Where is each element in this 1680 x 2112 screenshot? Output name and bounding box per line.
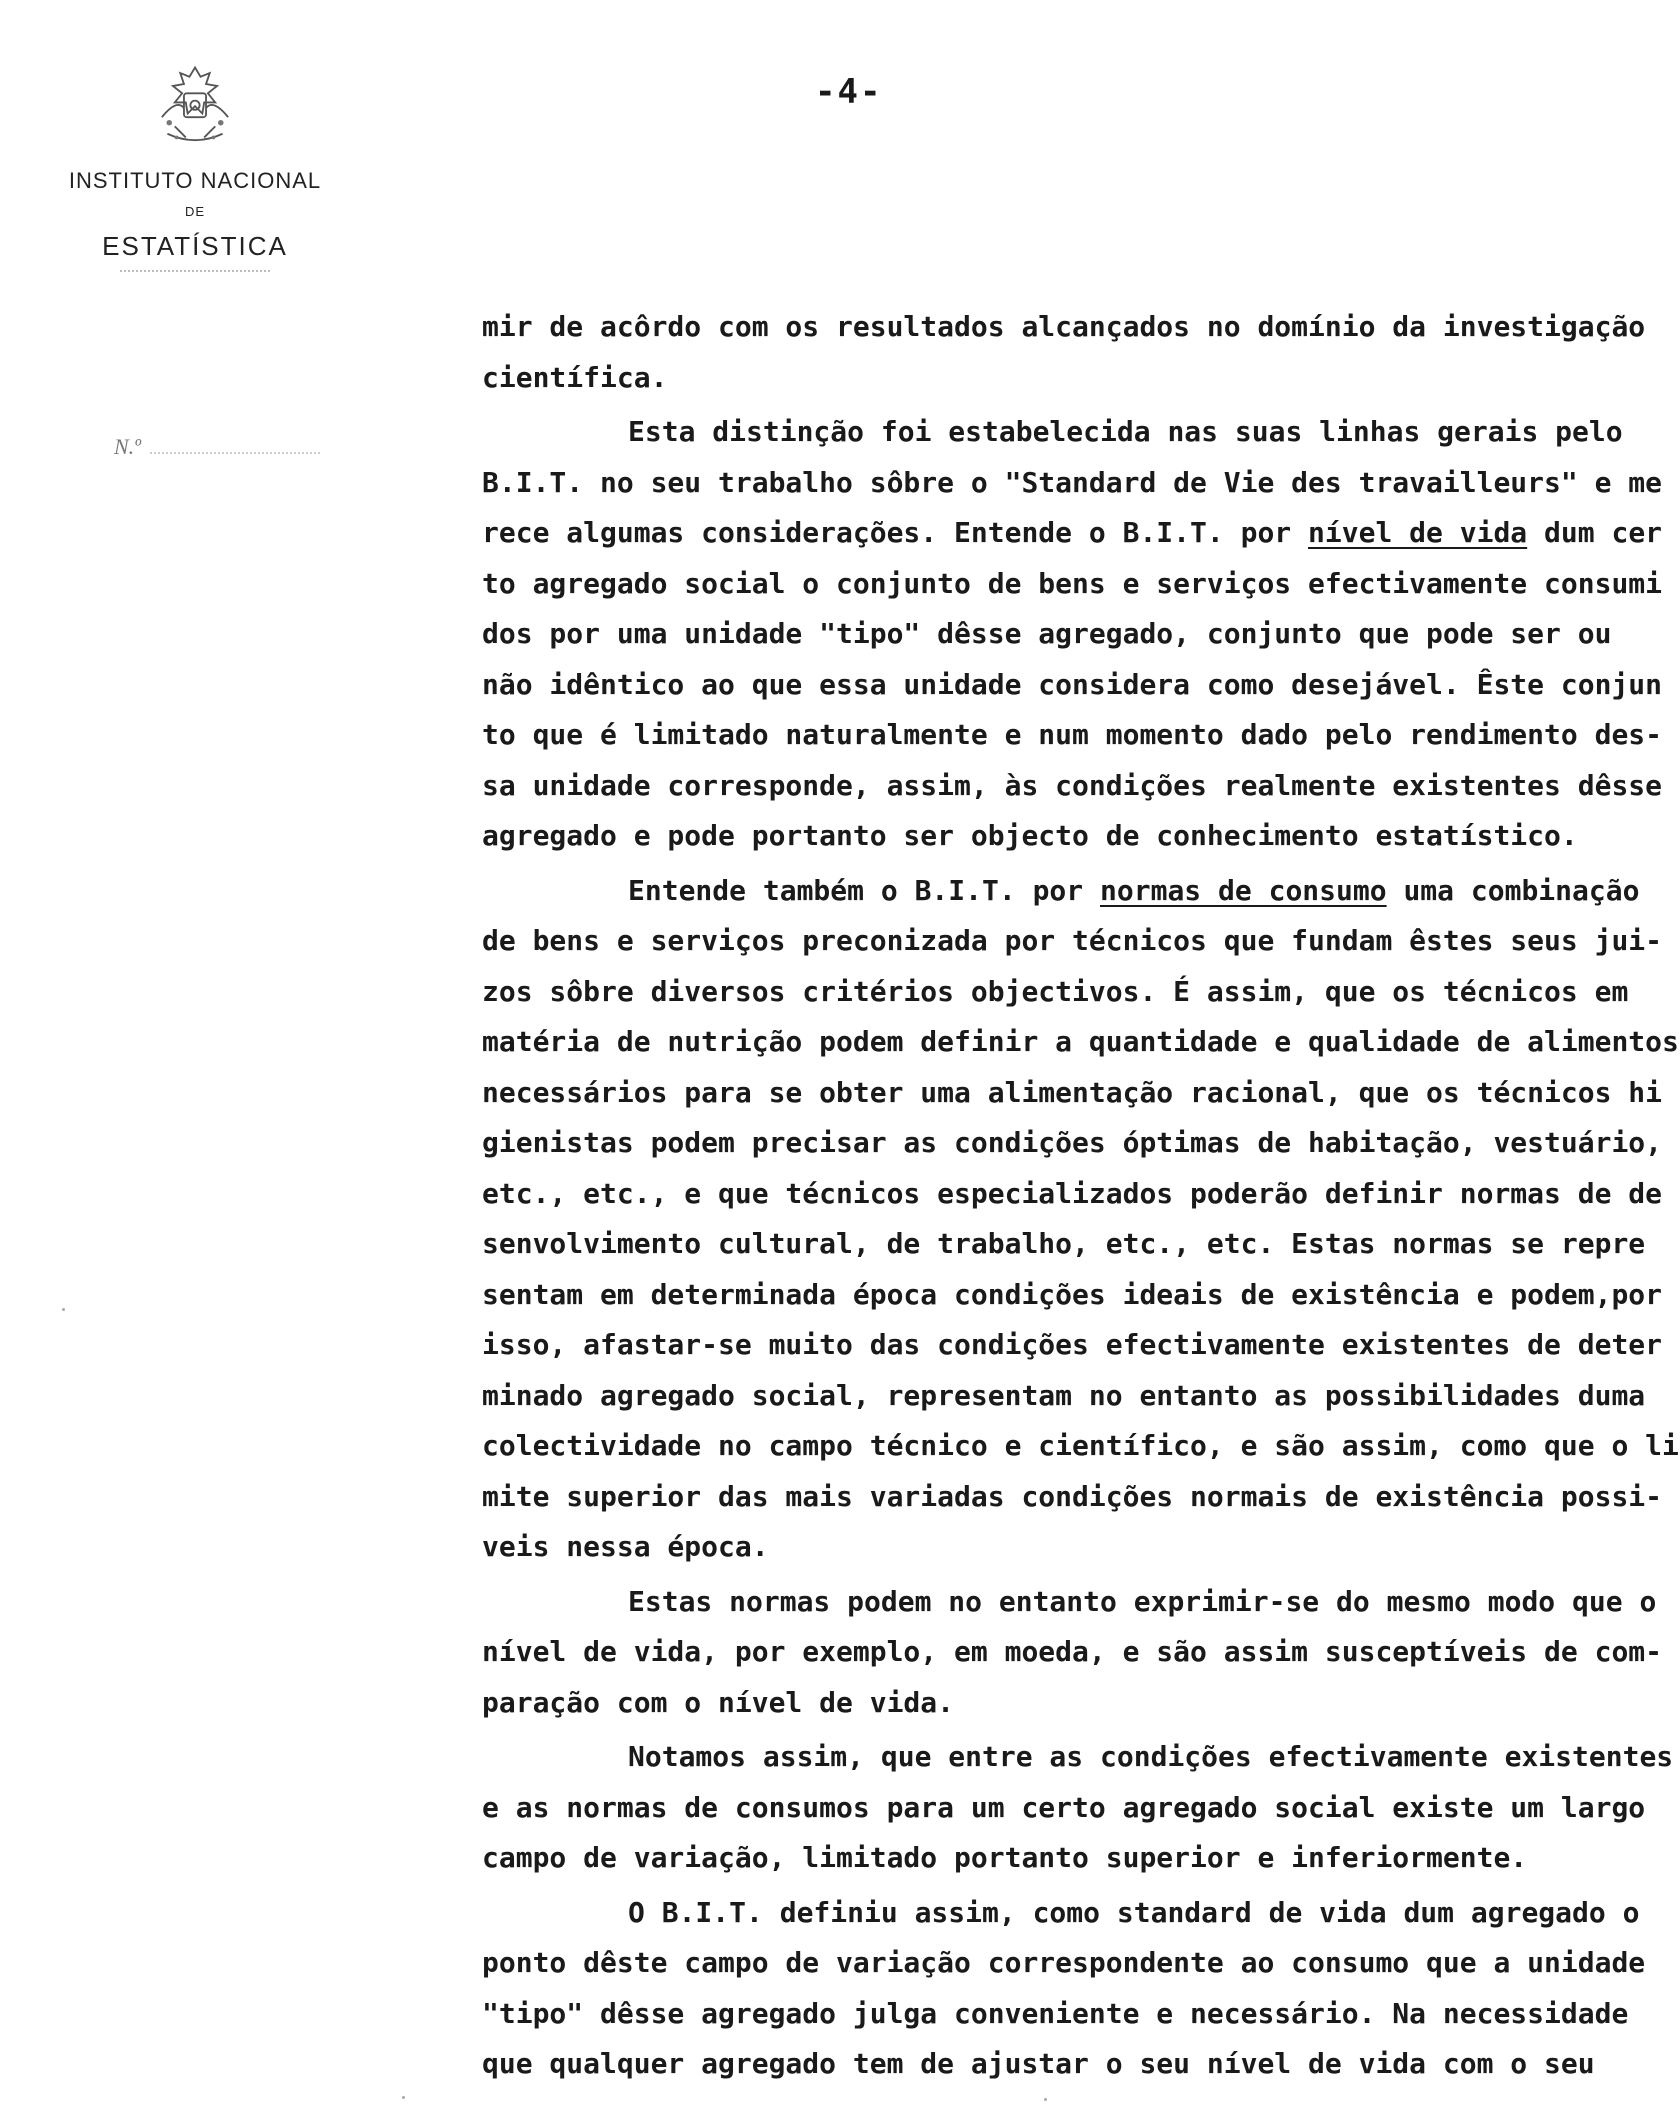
text-line bbox=[482, 1371, 1672, 1422]
text-line bbox=[482, 1068, 1672, 1119]
paragraph bbox=[482, 866, 1679, 1573]
text-segment: dum cer bbox=[1527, 516, 1663, 549]
text-line bbox=[482, 302, 1672, 353]
text-segment: mite superior das mais variadas condições normais de existência possi- bbox=[482, 1479, 1663, 1513]
text-line bbox=[482, 811, 1672, 862]
text-segment: colectividade no campo técnico e científico, e são assim, como que o li bbox=[482, 1429, 1679, 1462]
text-line bbox=[482, 1888, 1672, 1939]
text-segment: uma combinação bbox=[1386, 873, 1640, 907]
text-line bbox=[482, 1678, 1672, 1729]
text-segment: nível de vida, por exemplo, em moeda, e são assim susceptíveis de com- bbox=[482, 1635, 1663, 1668]
text-line bbox=[482, 1169, 1672, 1220]
text-segment: sa unidade corresponde, assim, às condições realmente existentes dêsse bbox=[482, 768, 1663, 802]
text-segment: Estas normas podem no entanto exprimir-se do mesmo modo que o bbox=[628, 1584, 1657, 1618]
paragraph bbox=[482, 302, 1672, 403]
text-line bbox=[482, 353, 1672, 404]
text-line bbox=[482, 2039, 1672, 2090]
letterhead-rule bbox=[120, 270, 270, 272]
text-line bbox=[482, 1627, 1672, 1678]
text-segment: não idêntico ao que essa unidade considera como desejável. Êste conjun bbox=[482, 667, 1663, 701]
text-segment: Notamos assim, que entre as condições efectivamente existentes bbox=[628, 1740, 1674, 1773]
text-line bbox=[482, 1989, 1672, 2040]
text-segment: senvolvimento cultural, de trabalho, etc., etc. Estas normas se repre bbox=[482, 1227, 1646, 1260]
document-number-field bbox=[150, 452, 320, 454]
text-line bbox=[482, 1118, 1672, 1169]
text-segment: zos sôbre diversos critérios objectivos. É assim, que os técnicos em bbox=[482, 974, 1629, 1008]
text-line bbox=[482, 1219, 1672, 1270]
page-number: -4- bbox=[815, 72, 883, 112]
text-line bbox=[482, 1732, 1672, 1783]
institute-name-estatistica: ESTATÍSTICA bbox=[102, 231, 288, 261]
document-body bbox=[482, 302, 1679, 2090]
scan-speck bbox=[62, 1308, 65, 1311]
paragraph bbox=[482, 407, 1672, 862]
text-segment: agregado e pode portanto ser objecto de conhecimento estatístico. bbox=[482, 819, 1578, 852]
text-segment: Entende também o B.I.T. por bbox=[628, 873, 1101, 907]
text-line bbox=[482, 1783, 1672, 1834]
underlined-term: nível de vida bbox=[1308, 516, 1528, 549]
text-line bbox=[482, 916, 1672, 967]
text-segment: matéria de nutrição podem definir a quantidade e qualidade de alimentos bbox=[482, 1025, 1679, 1058]
text-segment: e as normas de consumos para um certo agregado social existe um largo bbox=[482, 1790, 1646, 1824]
paragraph bbox=[482, 1732, 1672, 1884]
text-line bbox=[482, 967, 1672, 1018]
text-segment: necessários para se obter uma alimentação racional, que os técnicos hi bbox=[482, 1075, 1663, 1109]
text-segment: gienistas podem precisar as condições óptimas de habitação, vestuário, bbox=[482, 1126, 1663, 1159]
text-segment: dos por uma unidade "tipo" dêsse agregado, conjunto que pode ser ou bbox=[482, 617, 1612, 650]
text-line bbox=[482, 1270, 1672, 1321]
text-line bbox=[482, 559, 1672, 610]
coat-of-arms-seal-icon bbox=[149, 62, 241, 154]
text-segment: ponto dêste campo de variação correspondente ao consumo que a unidade bbox=[482, 1946, 1646, 1979]
text-segment: mir de acôrdo com os resultados alcançados no domínio da investigação bbox=[482, 310, 1646, 343]
text-segment: minado agregado social, representam no entanto as possibilidades duma bbox=[482, 1378, 1646, 1412]
text-line bbox=[482, 1421, 1679, 1472]
text-segment: O B.I.T. definiu assim, como standard de vida dum agregado o bbox=[628, 1895, 1640, 1929]
text-segment: sentam em determinada época condições ideais de existência e podem,por bbox=[482, 1277, 1663, 1311]
text-line bbox=[482, 1017, 1679, 1068]
text-line bbox=[482, 1833, 1672, 1884]
paragraph bbox=[482, 1577, 1672, 1729]
institute-name-de: DE bbox=[184, 204, 206, 219]
text-line bbox=[482, 1938, 1672, 1989]
text-segment: Esta distinção foi estabelecida nas suas linhas gerais pelo bbox=[628, 415, 1623, 448]
text-segment: B.I.T. no seu trabalho sôbre o "Standard de Vie des travailleurs" e me bbox=[482, 465, 1663, 499]
text-line bbox=[482, 710, 1672, 761]
text-line bbox=[482, 458, 1672, 509]
document-number-label: N.º bbox=[114, 434, 141, 459]
text-line bbox=[482, 866, 1672, 917]
text-line bbox=[482, 761, 1672, 812]
text-segment: científica. bbox=[482, 360, 668, 394]
text-segment: veis nessa época. bbox=[482, 1530, 769, 1563]
underlined-term: normas de consumo bbox=[1100, 873, 1387, 907]
text-line bbox=[482, 407, 1672, 458]
text-segment: que qualquer agregado tem de ajustar o seu nível de vida com o seu bbox=[482, 2047, 1595, 2080]
text-line bbox=[482, 1472, 1672, 1523]
letterhead bbox=[40, 62, 350, 272]
text-segment: to agregado social o conjunto de bens e serviços efectivamente consumi bbox=[482, 566, 1663, 600]
text-line bbox=[482, 1320, 1672, 1371]
text-segment: "tipo" dêsse agregado julga conveniente e necessário. Na necessidade bbox=[482, 1996, 1629, 2030]
institute-name: INSTITUTO NACIONAL bbox=[68, 168, 322, 193]
text-line bbox=[482, 508, 1672, 559]
text-segment: etc., etc., e que técnicos especializados poderão definir normas de de bbox=[482, 1176, 1663, 1210]
text-line bbox=[482, 660, 1672, 711]
text-segment: campo de variação, limitado portanto superior e inferiormente. bbox=[482, 1841, 1528, 1874]
scan-speck bbox=[1044, 2098, 1047, 2101]
text-line bbox=[482, 1577, 1672, 1628]
scan-speck bbox=[402, 2096, 405, 2099]
text-segment: rece algumas considerações. Entende o B.I.T. por bbox=[482, 516, 1309, 549]
text-line bbox=[482, 609, 1672, 660]
paragraph bbox=[482, 1888, 1672, 2090]
text-segment: paração com o nível de vida. bbox=[482, 1685, 955, 1719]
text-segment: de bens e serviços preconizada por técnicos que fundam êstes seus jui- bbox=[482, 924, 1663, 957]
text-segment: isso, afastar-se muito das condições efectivamente existentes de deter bbox=[482, 1328, 1663, 1361]
text-segment: to que é limitado naturalmente e num momento dado pelo rendimento des- bbox=[482, 718, 1663, 751]
text-line bbox=[482, 1522, 1672, 1573]
